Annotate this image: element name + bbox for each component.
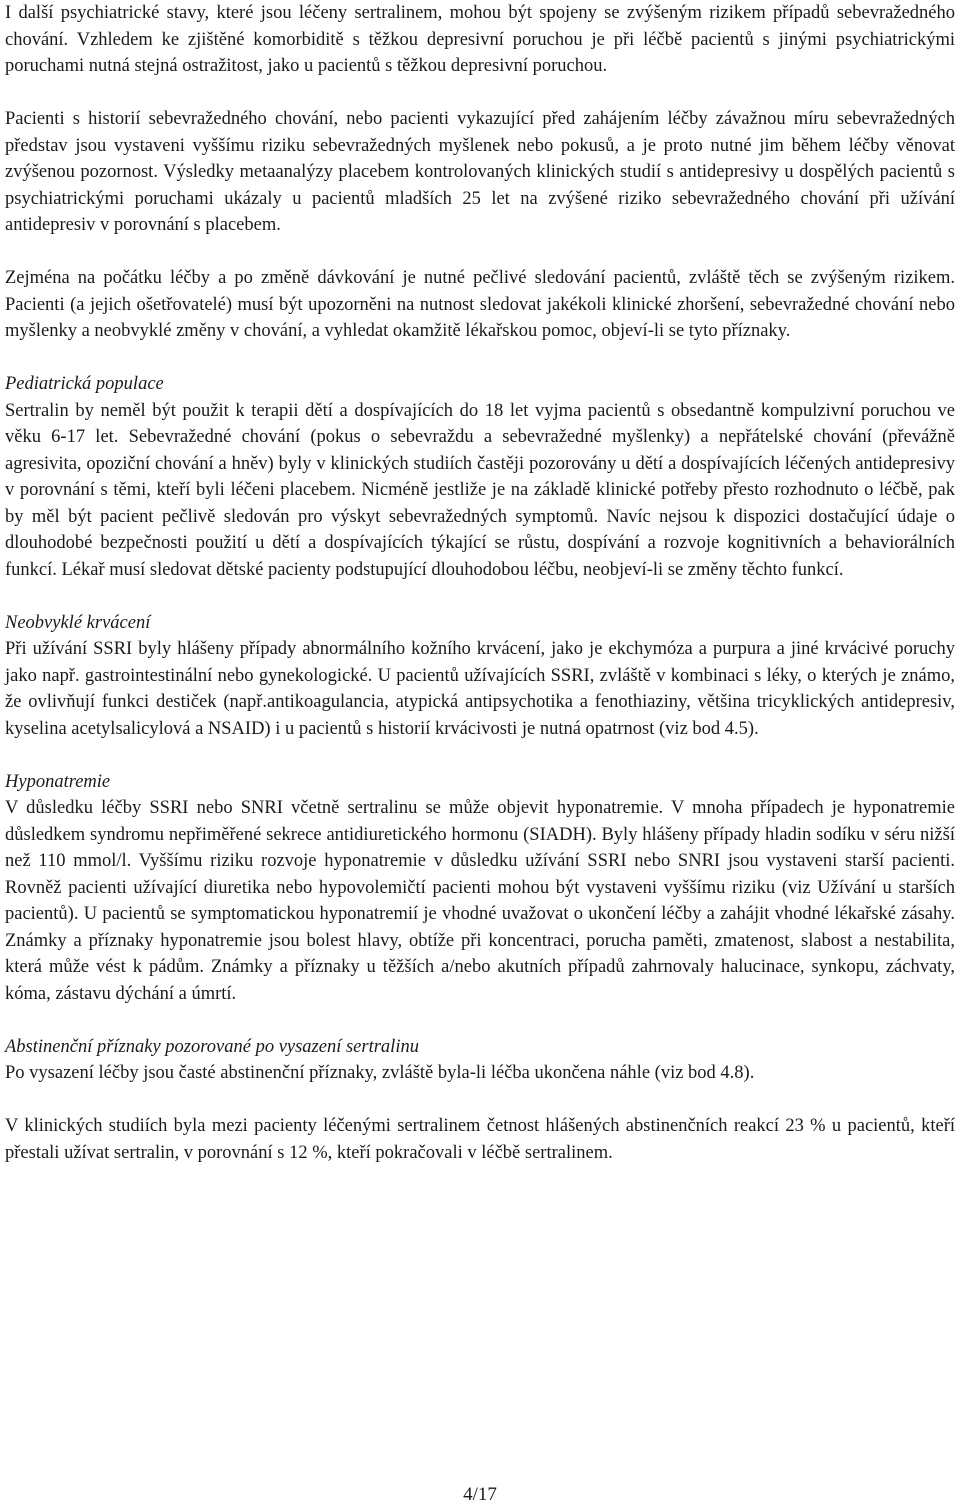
section-hyponatremia (5, 769, 955, 1008)
section-bleeding (5, 610, 955, 743)
section-heading: Pediatrická populace (5, 374, 164, 394)
paragraph-text: I další psychiatrické stavy, které jsou léčeny sertralinem, mohou být spojeny se zvýšeným rizikem případů sebevražedného chování. Vzhledem ke zjištěné komorbiditě s těžkou depresivní poruchou je při léčbě pacientů s jinými psychiatrickými poruchami nutná stejná ostražitost, jako u pacientů s těžkou depresivní poruchou. (5, 3, 955, 76)
page-number: 4/17 (463, 1484, 497, 1505)
section-text: Při užívání SSRI byly hlášeny případy abnormálního kožního krvácení, jako je ekchymóza a purpura a jiné krvácivé poruchy jako např. gastrointestinální nebo gynekologické. U pacientů užívajících SSRI, zvláště v kombinaci s léky, o kterých je známo, že ovlivňují funkci destiček (např.antikoagulancia, atypická antipsychotika a fenothiaziny, většina tricyklických antidepresiv, kyselina acetylsalicylová a NSAID) i u pacientů s historií krvácivosti je nutná opatrnost (viz bod 4.5). (5, 639, 955, 739)
paragraph-monitoring (5, 265, 955, 345)
section-text: Sertralin by neměl být použit k terapii dětí a dospívajících do 18 let vyjma pacientů s obsedantně kompulzivní poruchou ve věku 6-17 let. Sebevražedné chování (pokus o sebevraždu a sebevražedné myšlenky) a nepřátelské chování (převážně agresivita, opoziční chování a hněv) byly v klinických studiích častěji pozorovány u dětí a dospívajících léčených antidepresivy v porovnání s těmi, kteří byli léčeni placebem. Nicméně jestliže je na základě klinické potřeby přesto rozhodnuto o léčbě, pak by měl být pacient pečlivě sledován pro výskyt sebevražedných symptomů. Navíc nejsou k dispozici dostačující údaje o dlouhodobé bezpečnosti použití u dětí a dospívajících týkající se růstu, dospívání a rozvoje kognitivních a behaviorálních funkcí. Lékař musí sledovat dětské pacienty podstupující dlouhodobou léčbu, neobjeví-li se změny těchto funkcí. (5, 400, 955, 580)
section-withdrawal (5, 1034, 955, 1087)
paragraph-text: V klinických studiích byla mezi pacienty léčenými sertralinem četnost hlášených abstinenčních reakcí 23 % u pacientů, kteří přestali užívat sertralin, v porovnání s 12 %, kteří pokračovali v léčbě sertralinem. (5, 1116, 955, 1163)
paragraph-suicidal-history (5, 106, 955, 239)
section-text: V důsledku léčby SSRI nebo SNRI včetně sertralinu se může objevit hyponatremie. V mnoha případech je hyponatremie důsledkem syndromu nepřiměřené sekrece antidiuretického hormonu (SIADH). Byly hlášeny případy hladin sodíku v séru nižší než 110 mmol/l. Vyššímu riziku rozvoje hyponatremie v důsledku užívání SSRI nebo SNRI jsou vystaveni starší pacienti. Rovněž pacienti užívající diuretika nebo hypovolemičtí pacienti mohou být vystaveni vyššímu riziku (viz Užívání u starších pacientů). U pacientů se symptomatickou hyponatremií je vhodné uvažovat o ukončení léčby a zahájit vhodné lékařské zásahy. Známky a příznaky hyponatremie jsou bolest hlavy, obtíže při koncentraci, porucha paměti, zmatenost, slabost a nestabilita, která může vést k pádům. Známky a příznaky u těžších a/nebo akutních případů zahrnovaly halucinace, synkopu, záchvaty, kóma, zástavu dýchání a úmrtí. (5, 798, 955, 1004)
paragraph-psychiatric-conditions (5, 0, 955, 80)
section-heading: Neobvyklé krvácení (5, 612, 151, 633)
paragraph-withdrawal-frequency (5, 1113, 955, 1166)
section-pediatric (5, 371, 955, 583)
paragraph-text: Pacienti s historií sebevražedného chování, nebo pacienti vykazující před zahájením léčby závažnou míru sebevražedných představ jsou vystaveni vyššímu riziku sebevražedných myšlenek nebo pokusů, a je proto nutné jim během léčby věnovat zvýšenou pozornost. Výsledky metaanalýzy placebem kontrolovaných klinických studií s antidepresivy u dospělých pacientů s psychiatrickými poruchami ukázaly u pacientů mladších 25 let na zvýšené riziko sebevražedného chování při užívání antidepresiv v porovnání s placebem. (5, 109, 955, 235)
section-heading: Abstinenční příznaky pozorované po vysazení sertralinu (5, 1036, 419, 1057)
section-heading: Hyponatremie (5, 771, 111, 792)
document-page (5, 0, 955, 1193)
section-text: Po vysazení léčby jsou časté abstinenční příznaky, zvláště byla-li léčba ukončena náhle (viz bod 4.8). (5, 1063, 755, 1083)
paragraph-text: Zejména na počátku léčby a po změně dávkování je nutné pečlivé sledování pacientů, zvláště těch se zvýšeným rizikem. Pacienti (a jejich ošetřovatelé) musí být upozorněni na nutnost sledovat jakékoli klinické zhoršení, sebevražedné chování nebo myšlenky a neobvyklé změny v chování, a vyhledat okamžitě lékařskou pomoc, objeví-li se tyto příznaky. (5, 268, 955, 341)
